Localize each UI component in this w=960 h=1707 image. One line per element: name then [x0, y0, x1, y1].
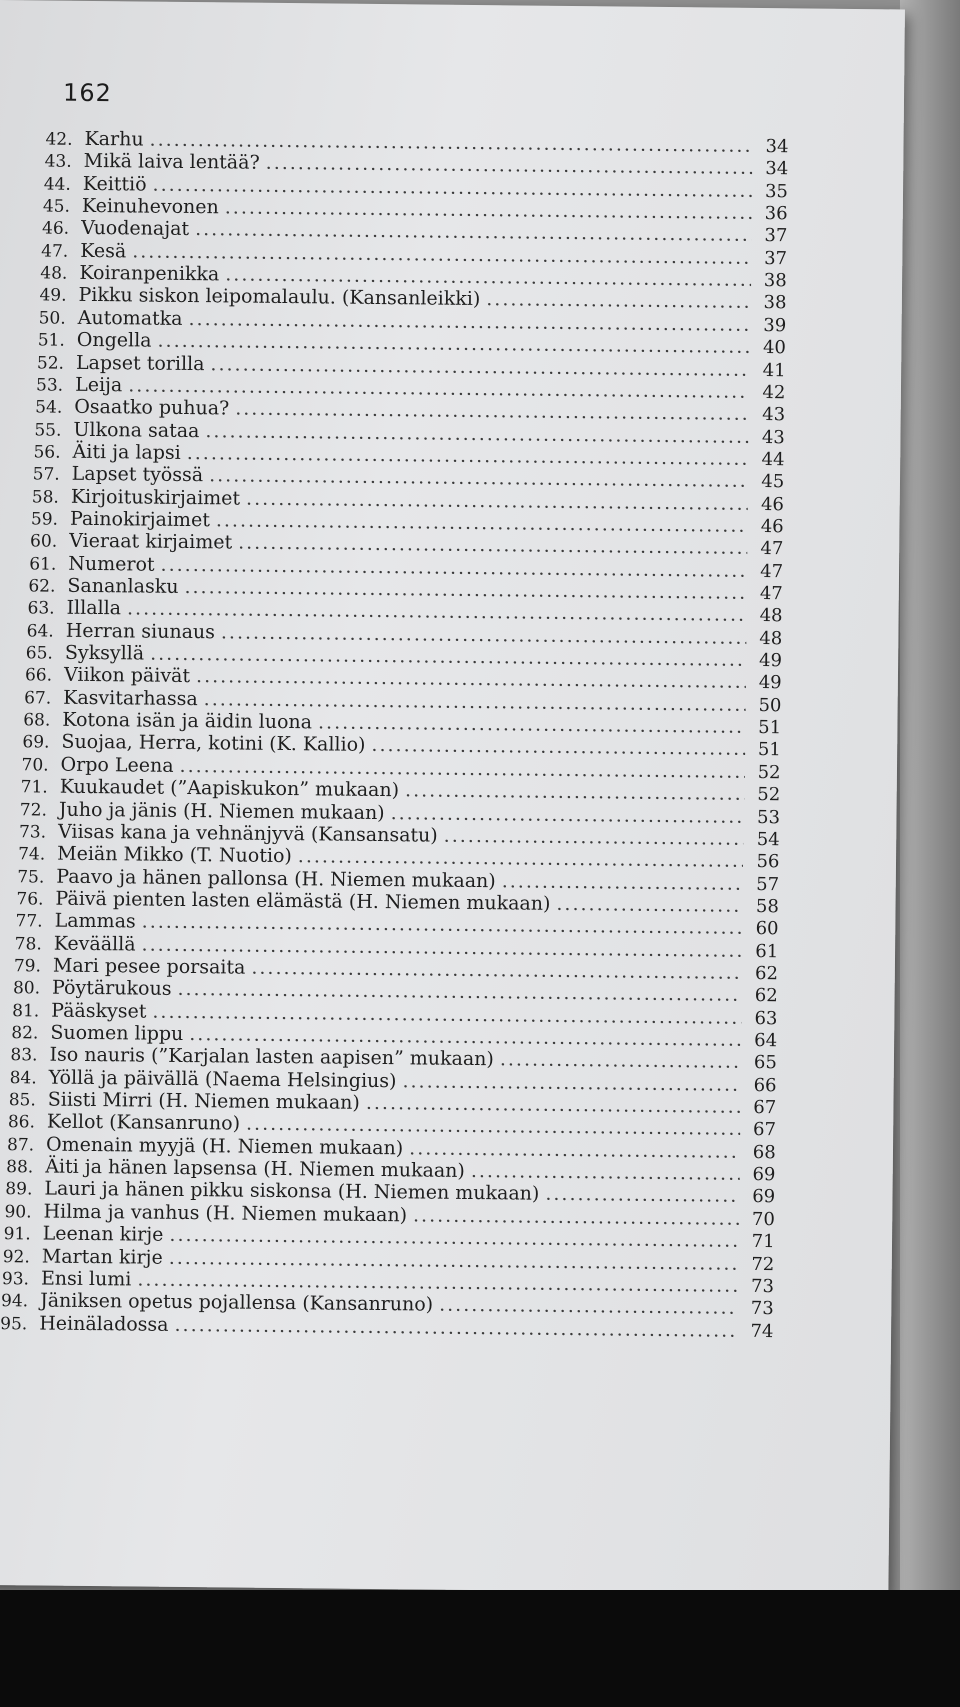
- toc-entry-number: 57.: [32, 464, 60, 485]
- toc-entry-number: 81.: [12, 1000, 40, 1022]
- toc-entry-title: Kotona isän ja äidin luona: [62, 708, 313, 734]
- toc-leader-dots: [405, 779, 744, 805]
- toc-entry-number: 63.: [27, 598, 55, 619]
- toc-entry-number: 61.: [29, 553, 57, 575]
- toc-leader-dots: [500, 1049, 741, 1074]
- toc-entry-number: 53.: [35, 375, 64, 396]
- toc-entry-number: 43.: [44, 151, 72, 173]
- toc-entry-title: Kellot (Kansanruno): [46, 1110, 241, 1135]
- toc-entry-title: Kesä: [80, 239, 127, 263]
- toc-entry-number: 68.: [23, 710, 51, 731]
- toc-entry-page: 69: [752, 1164, 776, 1186]
- toc-entry-number: 65.: [25, 643, 53, 664]
- toc-entry-title: Jäniksen opetus pojallensa (Kansanruno): [40, 1289, 434, 1316]
- toc-entry-title: Lauri ja hänen pikku siskonsa (H. Niemen mukaan): [44, 1177, 540, 1206]
- toc-entry-page: 49: [758, 650, 783, 672]
- toc-entry-title: Kasvitarhassa: [63, 686, 198, 710]
- toc-entry-title: Ongella: [76, 328, 152, 352]
- toc-entry-page: 46: [760, 493, 785, 515]
- toc-entry-number: 70.: [21, 755, 49, 776]
- toc-entry-page: 64: [754, 1029, 778, 1052]
- toc-entry-number: 76.: [16, 889, 44, 910]
- toc-entry-title: Karhu: [84, 127, 144, 151]
- toc-entry-page: 65: [753, 1052, 777, 1074]
- toc-entry-page: 69: [752, 1186, 776, 1208]
- toc-entry-page: 44: [761, 448, 785, 471]
- toc-entry-number: 89.: [5, 1179, 33, 1200]
- toc-entry-number: 58.: [31, 486, 59, 508]
- toc-entry-title: Leenan kirje: [42, 1222, 164, 1246]
- toc-entry-title: Kuukaudet (”Aapiskukon” mukaan): [59, 775, 400, 802]
- toc-entry-number: 42.: [45, 129, 73, 150]
- toc-entry-title: Keinuhevonen: [81, 194, 219, 219]
- dark-surface: [0, 1590, 960, 1707]
- toc-entry-page: 50: [758, 694, 782, 716]
- toc-entry-title: Hilma ja vanhus (H. Niemen mukaan): [43, 1200, 408, 1227]
- toc-entry-page: 72: [751, 1253, 775, 1275]
- toc-entry-title: Syksyllä: [64, 641, 145, 665]
- toc-leader-dots: [502, 870, 744, 895]
- toc-entry-page: 63: [754, 1007, 778, 1029]
- toc-entry-number: 77.: [15, 911, 43, 932]
- toc-entry-number: 78.: [14, 933, 42, 955]
- toc-entry-page: 46: [760, 515, 784, 538]
- toc-entry-number: 93.: [1, 1268, 30, 1290]
- toc-entry-title: Osaatko puhua?: [74, 395, 230, 420]
- toc-entry-number: 82.: [11, 1023, 39, 1044]
- toc-entry-title: Vuodenajat: [81, 217, 190, 241]
- toc-entry-title: Viisas kana ja vehnänjyvä (Kansansatu): [57, 820, 438, 847]
- toc-entry-page: 66: [753, 1074, 777, 1096]
- table-of-contents: [0, 127, 904, 1342]
- toc-entry-page: 52: [757, 761, 781, 784]
- toc-entry-page: 34: [765, 136, 789, 158]
- toc-entry-page: 51: [758, 717, 782, 739]
- toc-entry-title: Keittiö: [82, 172, 147, 196]
- toc-entry-title: Martan kirje: [41, 1245, 163, 1269]
- toc-leader-dots: [174, 1313, 737, 1341]
- toc-entry-number: 85.: [8, 1090, 36, 1111]
- toc-entry-title: Paavo ja hänen pallonsa (H. Niemen mukaan): [56, 865, 496, 892]
- toc-entry-page: 62: [754, 985, 778, 1007]
- toc-entry-number: 90.: [4, 1201, 32, 1223]
- toc-entry-page: 52: [757, 784, 781, 806]
- toc-entry-title: Lapset torilla: [75, 351, 205, 375]
- toc-entry-page: 47: [759, 582, 783, 605]
- toc-entry-title: Sananlasku: [67, 574, 179, 598]
- toc-entry-page: 43: [761, 426, 785, 448]
- toc-entry-page: 43: [762, 404, 786, 426]
- toc-leader-dots: [556, 893, 743, 917]
- toc-entry-page: 58: [755, 895, 779, 918]
- toc-entry-title: Leija: [75, 373, 123, 397]
- toc-entry-number: 45.: [42, 196, 71, 217]
- toc-entry-page: 39: [763, 314, 787, 337]
- toc-entry-title: Pikku siskon leipomalaulu. (Kansanleikki): [78, 284, 481, 311]
- toc-entry-number: 72.: [19, 799, 48, 821]
- toc-entry-number: 69.: [22, 732, 50, 753]
- toc-entry-number: 73.: [18, 822, 47, 843]
- toc-entry-title: Illalla: [66, 597, 122, 620]
- toc-entry-number: 88.: [6, 1157, 34, 1178]
- toc-entry-page: 42: [762, 381, 786, 404]
- toc-entry-page: 68: [752, 1141, 776, 1163]
- toc-entry-title: Suojaa, Herra, kotini (K. Kallio): [61, 731, 366, 757]
- toc-entry-number: 67.: [24, 688, 52, 709]
- toc-entry-number: 95.: [0, 1313, 28, 1334]
- toc-entry-page: 37: [764, 247, 788, 270]
- toc-entry-number: 71.: [20, 777, 48, 798]
- toc-entry-title: Mikä laiva lentää?: [83, 150, 260, 175]
- toc-entry-title: Äiti ja lapsi: [72, 440, 181, 464]
- toc-entry-number: 83.: [10, 1045, 38, 1066]
- toc-entry-page: 36: [764, 203, 788, 225]
- toc-entry-number: 54.: [35, 397, 63, 418]
- toc-entry-title: Äiti ja hänen lapsensa (H. Niemen mukaan): [45, 1155, 466, 1183]
- toc-entry-page: 60: [755, 918, 779, 940]
- adjacent-page-edge: [900, 0, 960, 1600]
- toc-entry-title: Herran siunaus: [65, 619, 216, 643]
- toc-entry-number: 86.: [7, 1112, 36, 1133]
- toc-entry-number: 48.: [40, 263, 68, 284]
- toc-entry-title: Iso nauris (”Karjalan lasten aapisen” mukaan): [49, 1043, 495, 1071]
- toc-entry-number: 94.: [0, 1291, 29, 1312]
- toc-entry-title: Pääskyset: [51, 999, 147, 1023]
- toc-entry-number: 66.: [24, 665, 53, 686]
- toc-entry-number: 87.: [6, 1134, 35, 1156]
- toc-entry-page: 70: [751, 1208, 775, 1230]
- toc-entry-page: 73: [750, 1298, 774, 1320]
- toc-leader-dots: [409, 1137, 740, 1162]
- toc-entry-page: 57: [756, 873, 780, 895]
- toc-entry-title: Viikon päivät: [63, 664, 191, 688]
- toc-entry-page: 48: [759, 605, 783, 627]
- toc-entry-title: Heinäladossa: [39, 1312, 169, 1336]
- toc-entry-title: Juho ja jänis (H. Niemen mukaan): [58, 798, 385, 824]
- page-number: 162: [62, 78, 112, 108]
- toc-entry-page: 51: [757, 739, 781, 761]
- toc-entry-page: 45: [761, 471, 785, 493]
- toc-entry-title: Koiranpenikka: [79, 261, 220, 286]
- toc-entry-number: 59.: [30, 509, 59, 530]
- toc-entry-title: Ulkona sataa: [73, 418, 200, 442]
- toc-entry-number: 55.: [34, 419, 62, 441]
- toc-entry-number: 80.: [12, 978, 41, 999]
- toc-entry-number: 52.: [36, 352, 65, 374]
- toc-entry-number: 56.: [33, 442, 61, 463]
- toc-entry-title: Yöllä ja päivällä (Naema Helsingius): [48, 1066, 397, 1092]
- toc-entry-title: Painokirjaimet: [69, 507, 211, 532]
- toc-entry-page: 37: [764, 225, 788, 247]
- toc-entry-title: Ensi lumi: [40, 1267, 132, 1291]
- toc-entry-title: Suomen lippu: [50, 1021, 184, 1045]
- toc-entry-title: Automatka: [77, 306, 183, 330]
- toc-entry-page: 48: [759, 627, 783, 649]
- toc-entry-title: Lapset työssä: [71, 463, 204, 487]
- toc-leader-dots: [391, 802, 745, 828]
- toc-entry-page: 38: [763, 292, 787, 314]
- toc-entry-page: 67: [752, 1119, 777, 1141]
- toc-leader-dots: [444, 825, 744, 850]
- toc-leader-dots: [545, 1183, 739, 1207]
- toc-entry-number: 84.: [9, 1067, 37, 1089]
- toc-entry-number: 44.: [43, 174, 71, 195]
- toc-entry-number: 75.: [17, 866, 45, 888]
- toc-entry-page: 47: [760, 560, 784, 582]
- toc-entry-title: Lammas: [54, 909, 136, 933]
- toc-entry-title: Siisti Mirri (H. Niemen mukaan): [47, 1088, 361, 1114]
- toc-entry-page: 54: [756, 828, 780, 851]
- toc-entry-number: 79.: [13, 956, 42, 977]
- toc-entry-page: 62: [754, 962, 779, 985]
- toc-entry-page: 53: [756, 806, 781, 828]
- toc-entry-number: 46.: [41, 218, 70, 240]
- toc-entry-title: Meiän Mikko (T. Nuotio): [57, 842, 292, 868]
- toc-leader-dots: [413, 1204, 739, 1229]
- toc-entry-title: Vieraat kirjaimet: [69, 530, 233, 554]
- toc-entry-title: Numerot: [68, 552, 155, 576]
- toc-entry-number: 47.: [41, 241, 69, 262]
- toc-entry-title: Kirjoituskirjaimet: [70, 485, 241, 510]
- toc-entry-page: 38: [763, 270, 787, 292]
- toc-leader-dots: [471, 1160, 740, 1185]
- toc-entry-number: 91.: [3, 1224, 31, 1245]
- toc-entry-number: 74.: [18, 844, 46, 865]
- toc-entry-page: 49: [758, 672, 782, 694]
- toc-leader-dots: [402, 1070, 740, 1096]
- toc-leader-dots: [439, 1294, 738, 1319]
- toc-entry-page: 34: [765, 158, 789, 180]
- toc-entry-page: 56: [756, 851, 780, 873]
- toc-entry-title: Keväällä: [53, 932, 136, 956]
- toc-entry-title: Orpo Leena: [60, 753, 174, 777]
- toc-entry-page: 67: [753, 1096, 777, 1119]
- toc-entry-page: 73: [751, 1275, 775, 1298]
- toc-entry-number: 49.: [39, 285, 67, 307]
- toc-entry-page: 35: [764, 180, 789, 202]
- toc-entry-number: 92.: [2, 1246, 30, 1267]
- toc-entry-number: 50.: [38, 308, 66, 329]
- toc-entry-title: Mari pesee porsaita: [52, 954, 246, 979]
- toc-entry-number: 60.: [30, 531, 58, 552]
- toc-entry-page: 47: [760, 538, 784, 560]
- toc-entry-page: 41: [762, 359, 786, 381]
- toc-entry-page: 74: [750, 1320, 774, 1342]
- toc-entry-title: Pöytärukous: [51, 976, 172, 1001]
- toc-entry-number: 64.: [26, 621, 54, 642]
- toc-entry-page: 61: [755, 940, 779, 962]
- toc-entry-page: 71: [751, 1231, 775, 1253]
- toc-entry-page: 40: [762, 337, 787, 359]
- toc-leader-dots: [486, 289, 750, 314]
- toc-entry-number: 62.: [28, 576, 56, 597]
- toc-entry-number: 51.: [37, 330, 65, 351]
- toc-entry-title: Päivä pienten lasten elämästä (H. Niemen mukaan): [55, 887, 551, 915]
- toc-entry-title: Omenain myyjä (H. Niemen mukaan): [45, 1133, 404, 1160]
